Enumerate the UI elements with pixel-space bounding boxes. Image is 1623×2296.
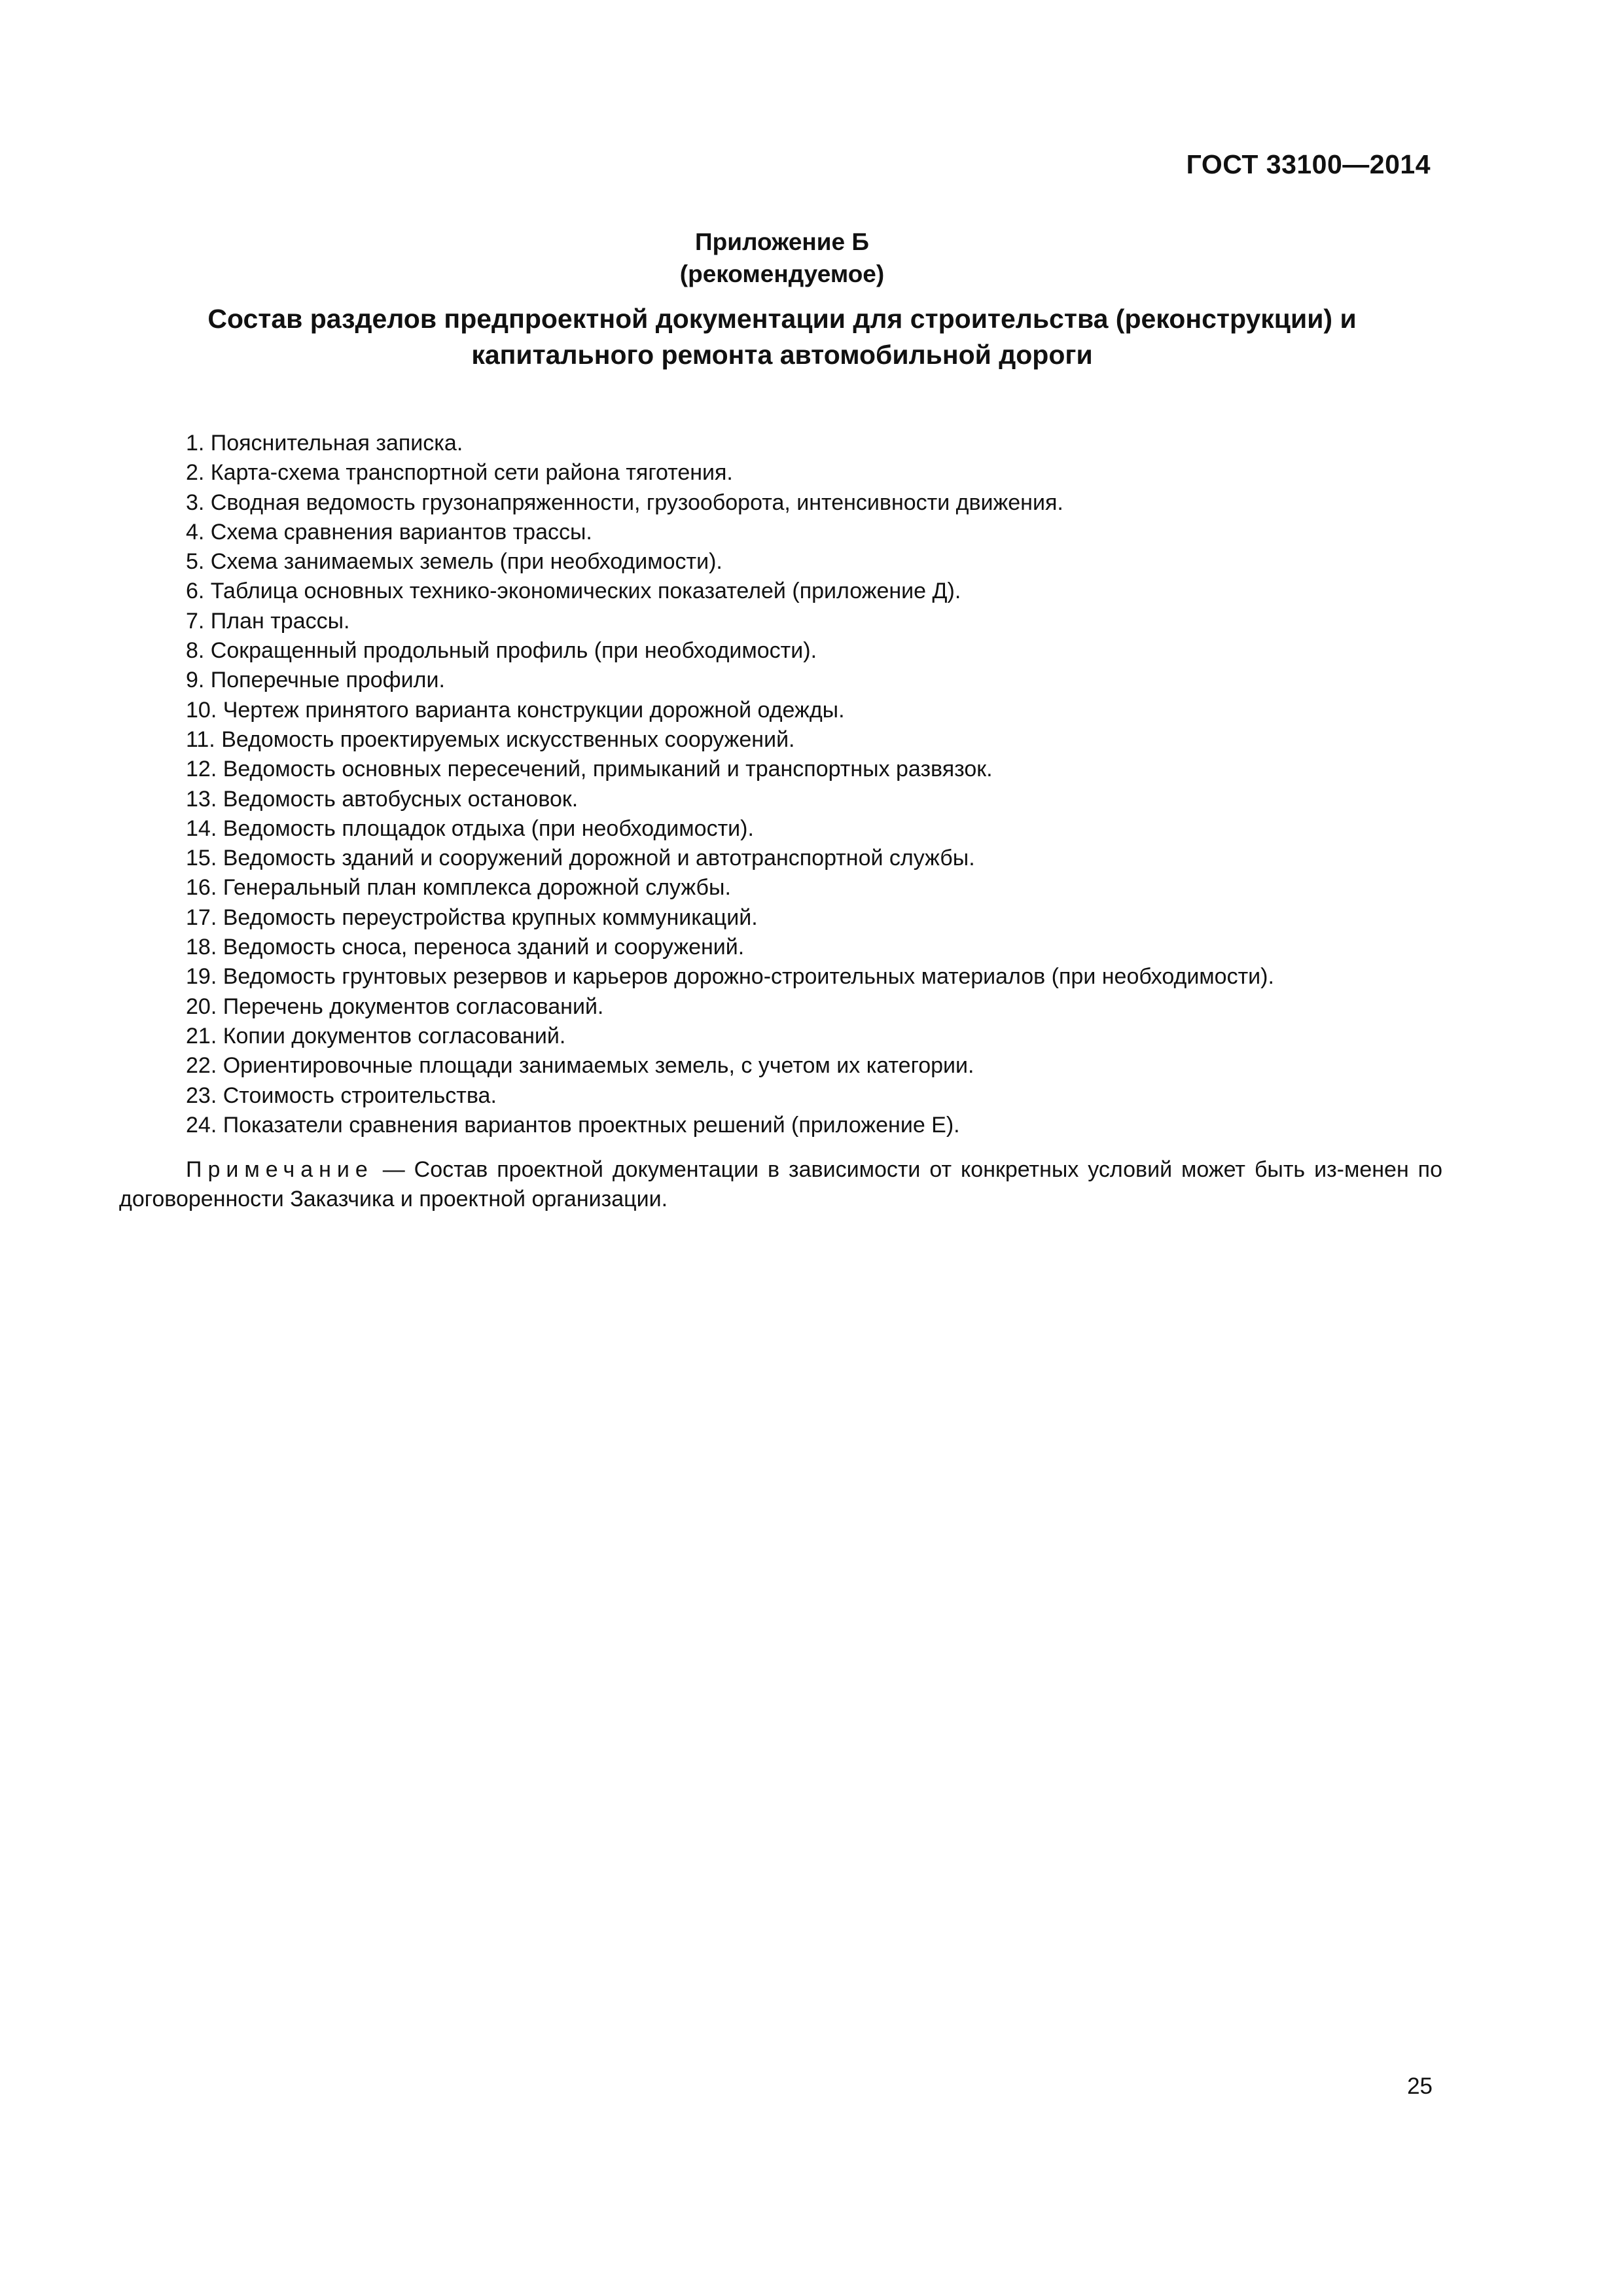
list-item: 16. Генеральный план комплекса дорожной службы.: [186, 875, 731, 901]
list-item: 6. Таблица основных технико-экономических показателей (приложение Д).: [186, 579, 961, 604]
list-item: 17. Ведомость переустройства крупных коммуникаций.: [186, 905, 758, 930]
list-item: 21. Копии документов согласований.: [186, 1023, 566, 1049]
list-item: 5. Схема занимаемых земель (при необходимости).: [186, 549, 722, 575]
appendix-status: (рекомендуемое): [679, 260, 885, 287]
list-item: 15. Ведомость зданий и сооружений дорожной и автотранспортной службы.: [186, 846, 975, 871]
section-list: [186, 429, 1274, 1140]
document-title: [0, 301, 1564, 373]
page-number: 25: [1407, 2073, 1433, 2099]
list-item: 2. Карта-схема транспортной сети района тяготения.: [186, 460, 733, 486]
document-title-line-1: Состав разделов предпроектной документации для строительства (реконструкции) и: [207, 304, 1357, 334]
list-item: 18. Ведомость сноса, переноса зданий и сооружений.: [186, 935, 745, 960]
note-paragraph: [119, 1155, 1442, 1214]
document-code: ГОСТ 33100—2014: [1186, 149, 1431, 179]
appendix-heading: [0, 226, 1564, 290]
list-item: 22. Ориентировочные площади занимаемых земель, с учетом их категории.: [186, 1053, 974, 1079]
list-item: 10. Чертеж принятого варианта конструкции дорожной одежды.: [186, 697, 845, 723]
list-item: 9. Поперечные профили.: [186, 668, 445, 693]
list-item: 4. Схема сравнения вариантов трассы.: [186, 519, 592, 545]
list-item: 20. Перечень документов согласований.: [186, 994, 604, 1019]
list-item: 7. План трассы.: [186, 608, 350, 634]
list-item: 1. Пояснительная записка.: [186, 431, 463, 456]
list-item: 24. Показатели сравнения вариантов проектных решений (приложение Е).: [186, 1112, 960, 1138]
list-item: 13. Ведомость автобусных остановок.: [186, 786, 579, 812]
list-item: 12. Ведомость основных пересечений, примыканий и транспортных развязок.: [186, 757, 993, 782]
list-item: 8. Сокращенный продольный профиль (при необходимости).: [186, 638, 817, 664]
document-title-line-2: капитального ремонта автомобильной дороги: [471, 340, 1093, 370]
appendix-title: Приложение Б: [695, 228, 869, 255]
note-label: Примечание: [186, 1157, 374, 1182]
list-item: 19. Ведомость грунтовых резервов и карьеров дорожно-строительных материалов (при необходимости).: [186, 964, 1274, 990]
list-item: 23. Стоимость строительства.: [186, 1083, 497, 1108]
list-item: 14. Ведомость площадок отдыха (при необходимости).: [186, 816, 754, 841]
list-item: 3. Сводная ведомость грузонапряженности, грузооборота, интенсивности движения.: [186, 490, 1063, 515]
note-text: — Состав проектной документации в зависимости от конкретных условий может быть из-менен по договоренности Заказчика и проектной организации.: [119, 1157, 1442, 1211]
list-item: 11. Ведомость проектируемых искусственных сооружений.: [186, 726, 795, 752]
